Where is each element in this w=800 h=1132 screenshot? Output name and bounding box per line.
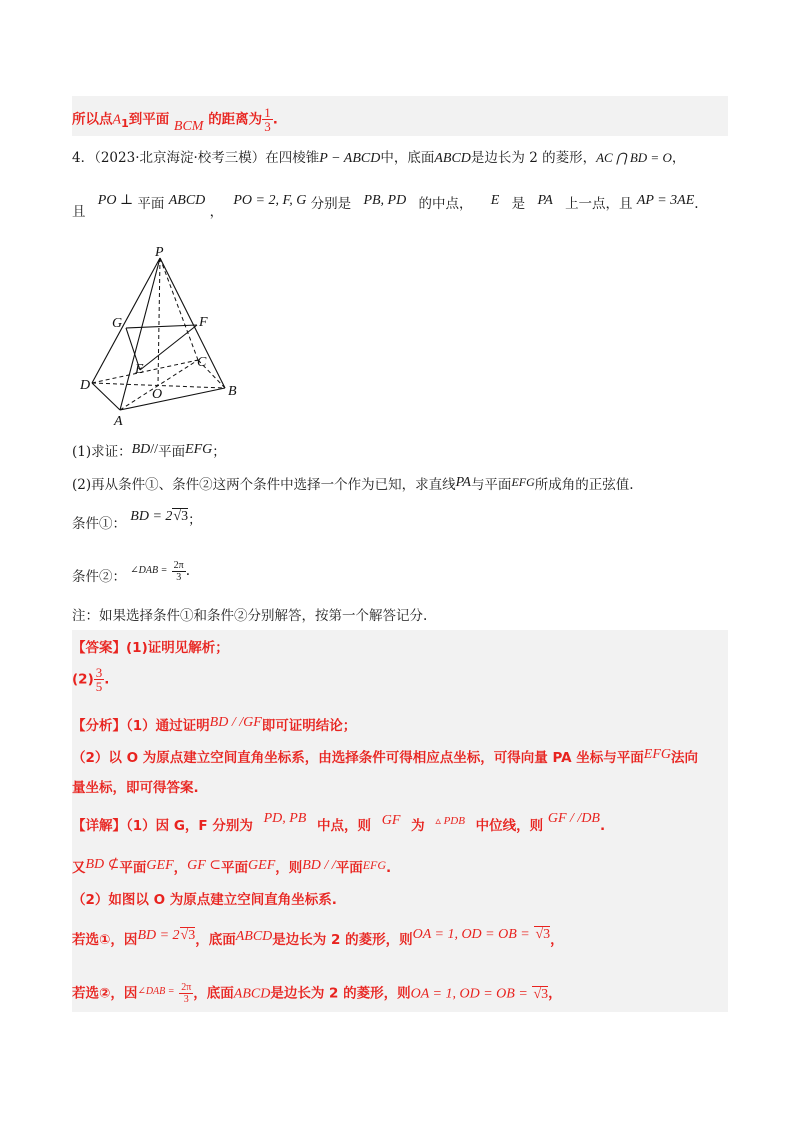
- edge-po: [158, 258, 160, 385]
- sqrt-3: √3: [533, 986, 549, 1002]
- detail-line-1: 【详解】（1）因 G，F 分别为 PD, PB 中点，则 GF 为 $^{▵ PDB}$ 中位线，则 GF / /DB.: [72, 811, 606, 834]
- label-e: E: [135, 362, 144, 377]
- answer-1: 【答案】(1)证明见解析；: [72, 640, 229, 656]
- sqrt-3: √3: [180, 928, 196, 943]
- analysis-line-1: 【分析】（1）通过证明BD / /GF即可证明结论；: [72, 715, 357, 734]
- label-p: P: [155, 245, 164, 260]
- question-1: (1)求证：BD//平面EFG；: [72, 442, 226, 460]
- label-d: D: [80, 378, 91, 393]
- analysis-line-2: （2）以 O 为原点建立空间直角坐标系，由选择条件可得相应点坐标，可得向量 PA 坐标与平面EFG法向: [72, 747, 698, 766]
- pyramid-figure: [80, 245, 250, 430]
- edge-dc: [92, 360, 198, 383]
- edge-pd: [92, 258, 160, 383]
- label-a: A: [114, 414, 123, 429]
- edge-pb: [160, 258, 225, 388]
- label-o: O: [152, 387, 163, 402]
- edge-ef: [140, 325, 197, 370]
- fraction-three-fifths: $\frac{3}{5}$: [95, 665, 103, 694]
- problem-line-1: 4．（2023·北京海淀·校考三模）在四棱锥P − ABCD中，底面ABCD是边长为 2 的菱形，AC ⋂ BD = O，: [72, 150, 686, 166]
- fraction-two-pi-over-three: $\frac{2\pi}{3}$: [181, 982, 192, 1005]
- top-conclusion: 所以点$A_1$到平面 BCM 的距离为 $\frac{1}{3}$ .: [72, 105, 278, 134]
- edge-pc: [160, 258, 198, 360]
- edge-da: [92, 383, 120, 410]
- detail-line-4: 若选①，因BD = 2√3，底面ABCD是边长为 2 的菱形，则OA = 1, OD = OB = √3，: [72, 927, 564, 948]
- edge-gf: [126, 325, 197, 328]
- detail-line-5: 若选②，因$^{\angle DAB =}$ $\frac{2\pi}{3}$ ，底面ABCD是边长为 2 的菱形，则OA = 1, OD = OB = √3，: [72, 982, 562, 1005]
- edge-ab: [120, 388, 225, 410]
- detail-line-2: 又BD ⊄平面GEF，GF ⊂平面GEF，则BD / /平面EFG.: [72, 857, 392, 876]
- note: 注：如果选择条件①和条件②分别解答，按第一个解答记分.: [72, 608, 428, 624]
- question-2: (2)再从条件①、条件②这两个条件中选择一个作为已知，求直线PA与平面EFG所成角的正弦值.: [72, 475, 634, 493]
- answer-2: (2) $\frac{3}{5}$ .: [72, 665, 110, 694]
- condition-1: 条件①： BD = 2√3；: [72, 509, 202, 532]
- fraction-two-pi-over-three: $\frac{2\pi}{3}$: [173, 560, 184, 583]
- sqrt-3: √3: [173, 509, 189, 524]
- label-b: B: [228, 384, 237, 399]
- sqrt-3: √3: [535, 927, 551, 942]
- label-g: G: [112, 316, 123, 331]
- label-f: F: [199, 315, 208, 330]
- problem-line-2: 且 PO ⊥ 平面 ABCD ， PO = 2, F, G 分别是 PB, PD 的中点， E 是 PA 上一点，且 AP = 3AE.: [72, 193, 699, 220]
- label-c: C: [197, 355, 207, 370]
- condition-2: 条件②： ∠DAB = $\frac{2\pi}{3}$ .: [72, 560, 191, 585]
- fraction-one-third: $\frac{1}{3}$: [264, 105, 271, 134]
- detail-line-3: （2）如图以 O 为原点建立空间直角坐标系.: [72, 892, 337, 908]
- analysis-line-3: 量坐标，即可得答案.: [72, 780, 199, 796]
